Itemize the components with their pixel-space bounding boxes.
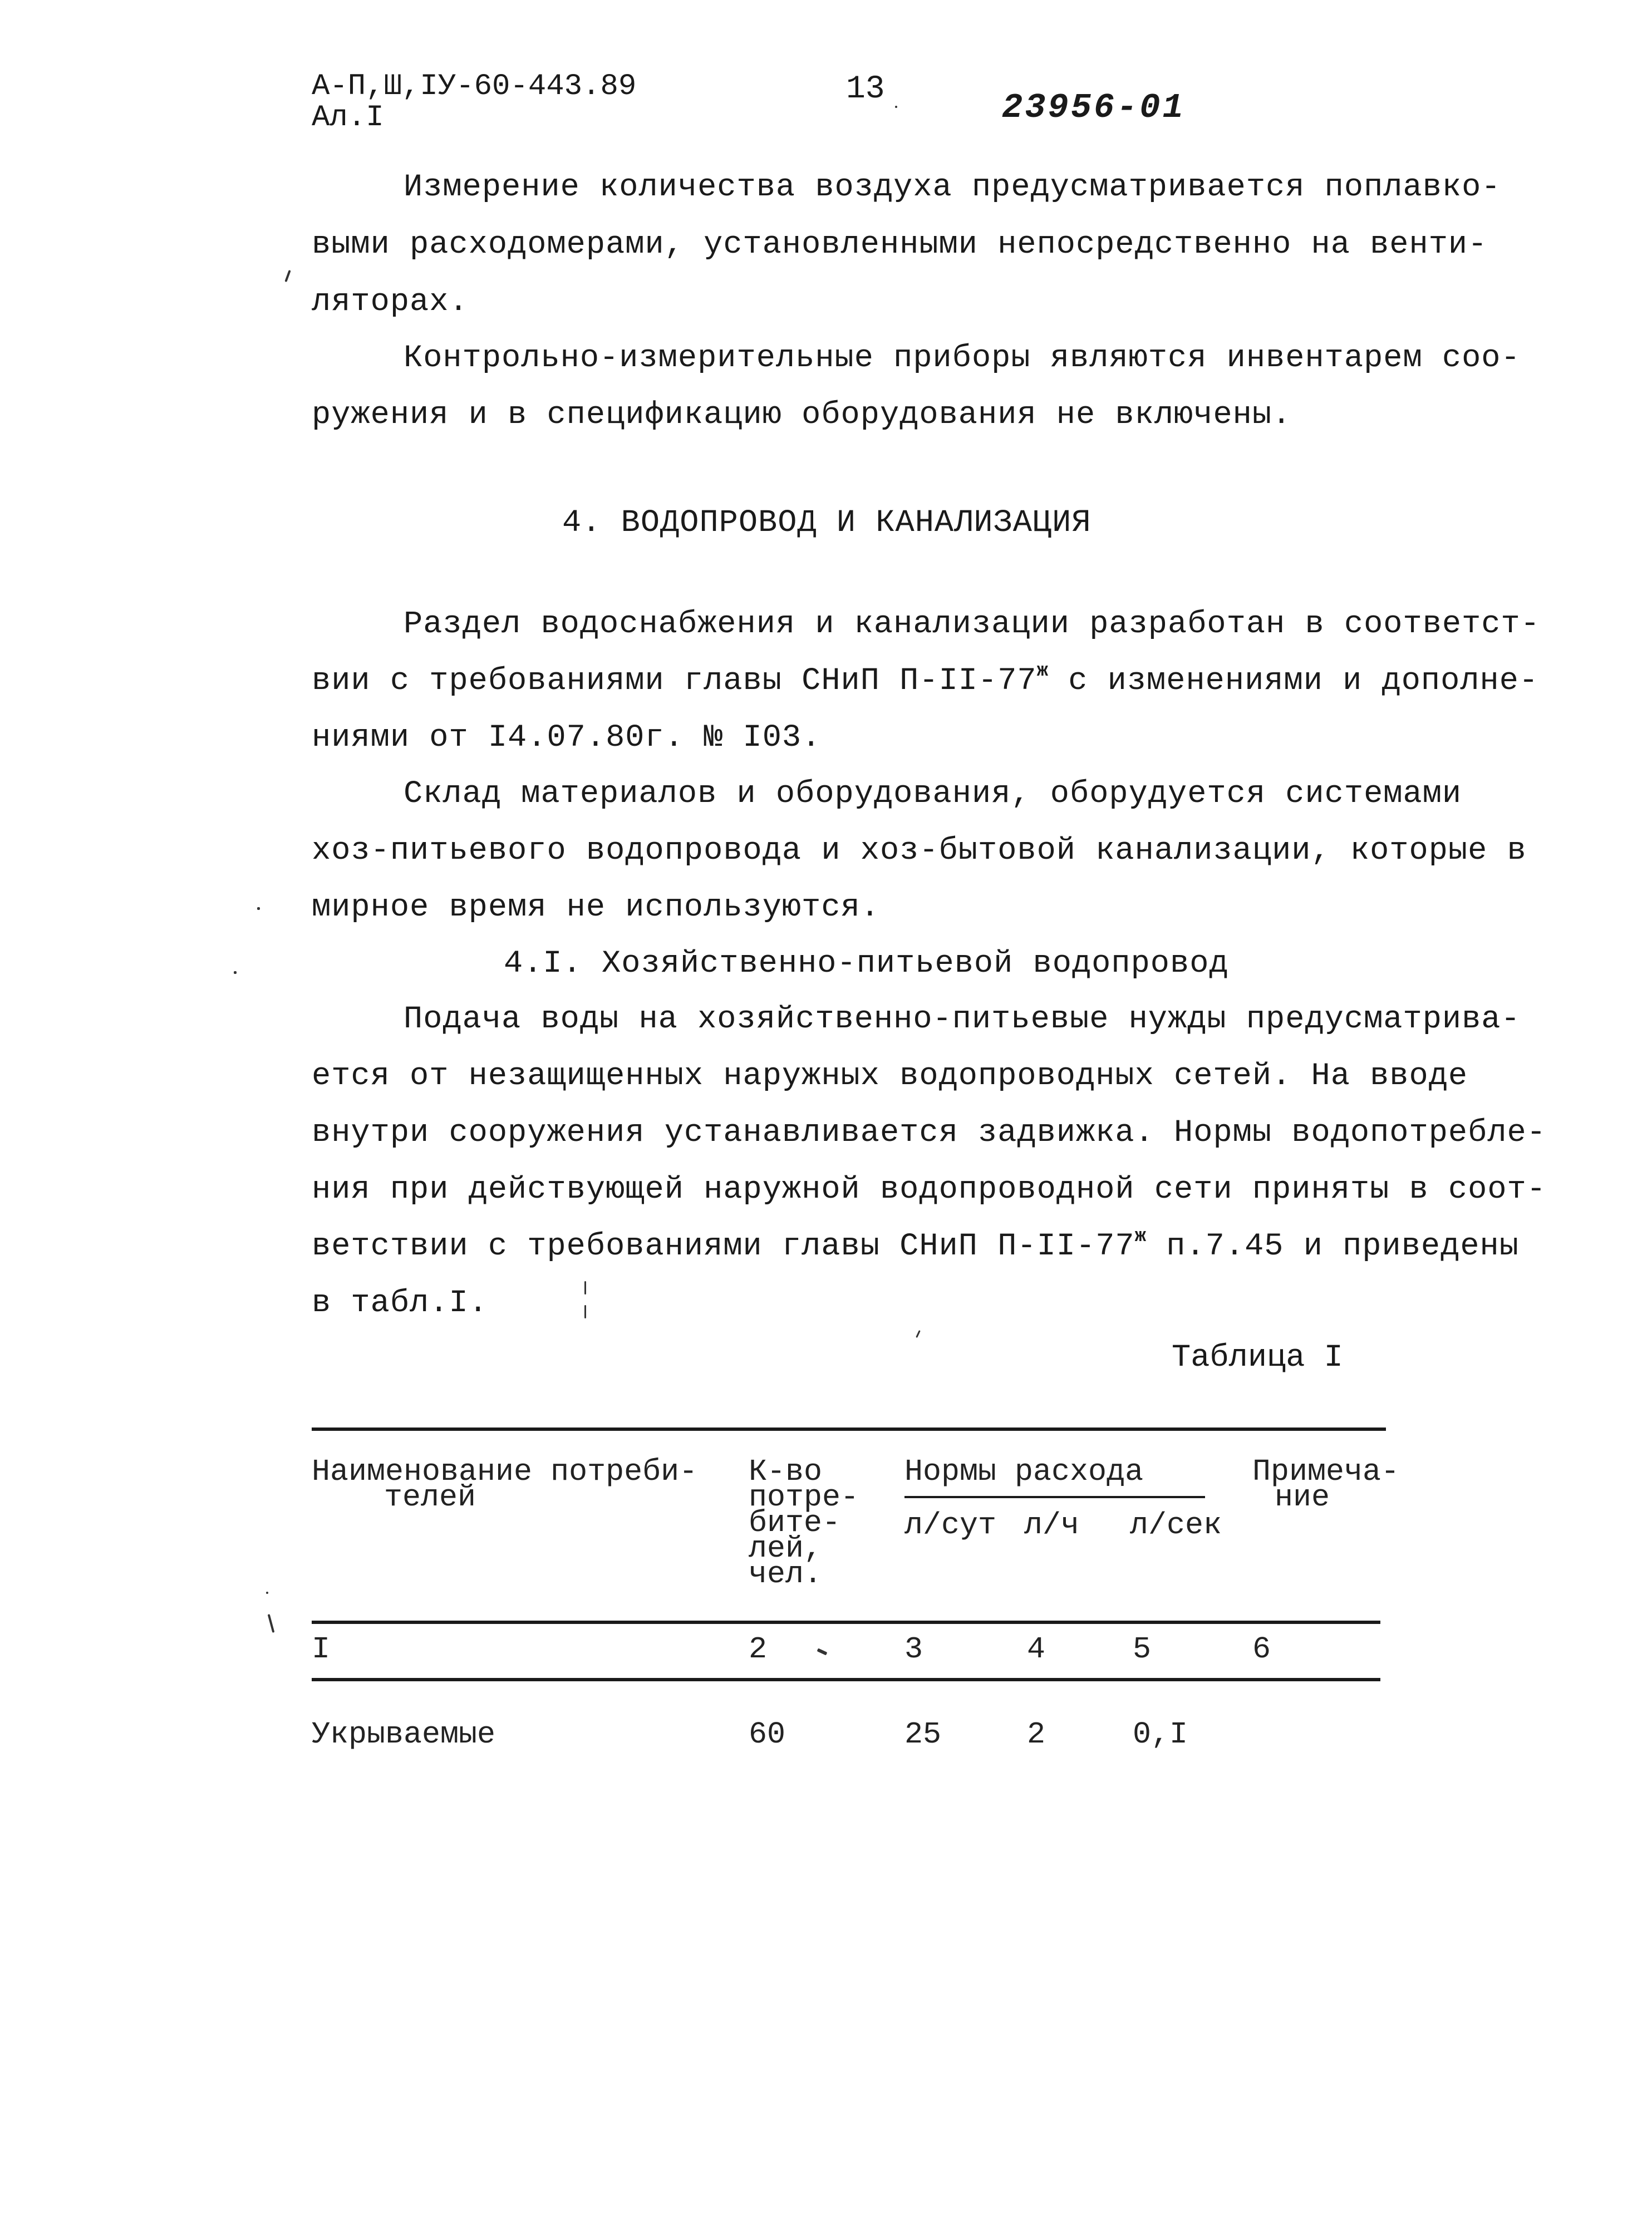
paragraph-4-line-2: хоз-питьевого водопровода и хоз-бытовой канализации, которые в [312, 833, 1527, 869]
scan-speck [916, 1330, 921, 1338]
paragraph-3-line-2-tail: с изменениями и дополне- [1049, 663, 1539, 699]
header-count [749, 1454, 859, 1592]
section-heading: 4. ВОДОПРОВОД И КАНАЛИЗАЦИЯ [562, 505, 1092, 541]
row-name: Укрываемые [312, 1717, 496, 1752]
subsection-heading: 4.I. Хозяйственно-питьевой водопровод [504, 946, 1229, 982]
paragraph-5-line-3: внутри сооружения устанавливается задвижка. Нормы водопотребле- [312, 1115, 1546, 1151]
registration-number: 23956-01 [1002, 88, 1186, 127]
header-count-line: чел. [749, 1557, 823, 1592]
amendment-mark: ж [1134, 1226, 1147, 1247]
header-note [1252, 1454, 1400, 1515]
norms-group-rule [904, 1496, 1205, 1498]
column-number-3: 3 [904, 1632, 923, 1667]
paragraph-1-line-3: ляторах. [312, 284, 469, 320]
scan-speck [234, 971, 237, 974]
amendment-mark: ж [1036, 661, 1049, 682]
paragraph-5-line-5-tail: п.7.45 и приведены [1147, 1229, 1519, 1264]
column-number-6: 6 [1252, 1632, 1271, 1667]
paragraph-5-line-6: в табл.I. [312, 1286, 488, 1321]
header-count-line: потре- [749, 1480, 859, 1515]
paragraph-4-line-1: Склад материалов и оборудования, оборудуется системами [404, 776, 1462, 812]
row-per-day: 25 [904, 1717, 942, 1752]
header-per-hour: л/ч [1024, 1508, 1080, 1543]
paragraph-2-line-2: ружения и в спецификацию оборудования не включены. [312, 397, 1292, 433]
header-per-day: л/сут [904, 1508, 997, 1543]
row-per-sec: 0,I [1133, 1717, 1188, 1752]
document-code-line-2: Ал.I [312, 101, 384, 135]
row-count: 60 [749, 1717, 786, 1752]
scan-speck [284, 270, 291, 282]
document-code-line-1: А-П,Ш,IУ-60-443.89 [312, 70, 637, 104]
paragraph-3-line-2-text: вии с требованиями главы СНиП П-II-77 [312, 663, 1037, 699]
paragraph-3-line-2 [312, 663, 1538, 699]
header-note-line-2: ние [1275, 1480, 1330, 1515]
scan-speck [257, 907, 260, 910]
column-number-4: 4 [1027, 1632, 1046, 1667]
numbers-bottom-rule [312, 1678, 1380, 1681]
header-count-line: лей, [749, 1531, 823, 1566]
scan-speck [817, 1648, 828, 1655]
paragraph-4-line-3: мирное время не используются. [312, 890, 880, 926]
scan-speck [268, 1614, 275, 1633]
paragraph-2-line-1: Контрольно-измерительные приборы являются инвентарем соо- [404, 341, 1521, 376]
table-caption: Таблица I [1172, 1340, 1343, 1376]
column-number-1: I [312, 1632, 331, 1667]
paragraph-3-line-3: ниями от I4.07.80г. № I03. [312, 720, 822, 756]
header-name-line-2: телей [384, 1480, 476, 1515]
scan-speck [266, 1592, 268, 1594]
table-top-rule [312, 1428, 1386, 1431]
header-bottom-rule [312, 1621, 1380, 1624]
scan-speck [895, 106, 897, 108]
paragraph-5-line-2: ется от незащищенных наружных водопроводных сетей. На вводе [312, 1059, 1468, 1094]
scan-speck [584, 1281, 586, 1294]
header-name [312, 1454, 698, 1515]
header-count-line: бите- [749, 1505, 841, 1540]
document-code [312, 71, 636, 134]
paragraph-5-line-1: Подача воды на хозяйственно-питьевые нужды предусматрива- [404, 1002, 1521, 1037]
header-count-line: К-во [749, 1454, 823, 1489]
header-name-line-1: Наименование потреби- [312, 1454, 698, 1489]
scan-speck [584, 1305, 586, 1318]
paragraph-5-line-5-text: ветствии с требованиями главы СНиП П-II-77 [312, 1229, 1135, 1264]
paragraph-1-line-2: выми расходомерами, установленными непосредственно на венти- [312, 227, 1488, 263]
paragraph-5-line-5 [312, 1226, 1519, 1264]
page-number: 13 [846, 71, 885, 107]
column-number-2: 2 [749, 1632, 768, 1667]
header-norms-group: Нормы расхода [904, 1454, 1144, 1489]
header-note-line-1: Примеча- [1252, 1454, 1400, 1489]
column-number-5: 5 [1133, 1632, 1152, 1667]
paragraph-3-line-1: Раздел водоснабжения и канализации разработан в соответст- [404, 607, 1540, 642]
paragraph-5-line-4: ния при действующей наружной водопроводной сети приняты в соот- [312, 1172, 1546, 1208]
header-per-sec: л/сек [1130, 1508, 1222, 1543]
row-per-hour: 2 [1027, 1717, 1046, 1752]
paragraph-1-line-1: Измерение количества воздуха предусматривается поплавко- [404, 170, 1501, 205]
